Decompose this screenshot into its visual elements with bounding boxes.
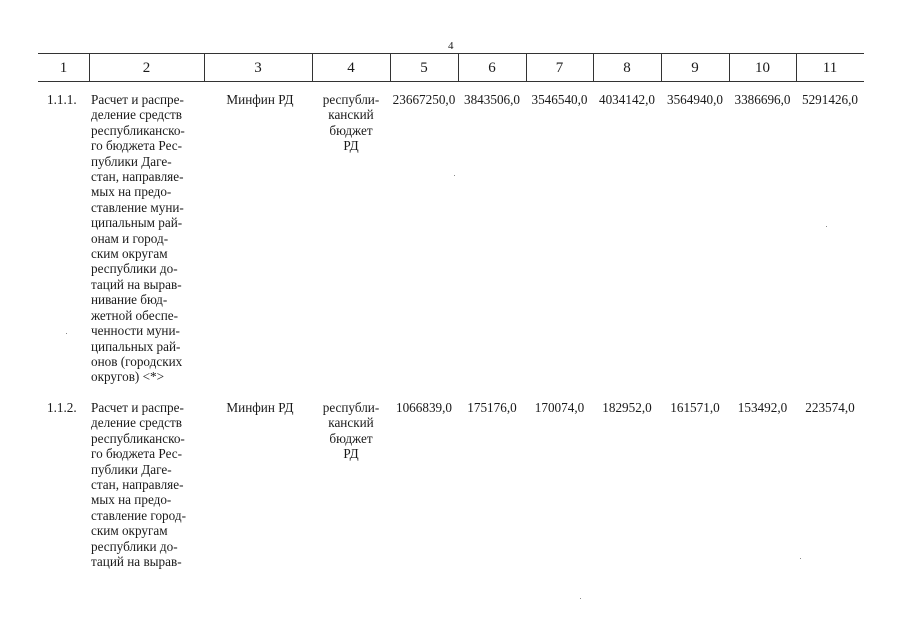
row-number: 1.1.1. <box>47 92 77 107</box>
header-top-rule <box>38 53 864 54</box>
row-value: 3546540,0 <box>531 92 588 107</box>
scan-speck <box>66 333 67 334</box>
row-value: 4034142,0 <box>598 92 656 107</box>
row-funding-source: республи- канский бюджет РД <box>322 92 380 154</box>
header-col-7: 7 <box>555 60 564 76</box>
header-col-1: 1 <box>59 60 68 76</box>
page-number: 4 <box>448 40 454 52</box>
row-value-total: 23667250,0 <box>392 92 456 107</box>
row-value: 153492,0 <box>737 400 788 415</box>
header-bottom-rule <box>38 81 864 82</box>
row-value: 3564940,0 <box>666 92 724 107</box>
row-value: 5291426,0 <box>801 92 859 107</box>
scan-speck <box>826 226 827 227</box>
row-value-total: 1066839,0 <box>395 400 453 415</box>
row-description: Расчет и распре- деление средств республиканско- го бюджета Рес- публики Даге- стан, направляе- мых на предо- ставление муни- ципальным рай- онам и город- ским округам республики до- таций на вырав- нивание бюд- жетной обеспе- ченности муни- ципальных рай- онов (городских округов) <*> <box>91 92 185 385</box>
scan-speck <box>454 175 455 176</box>
header-col-10: 10 <box>755 60 770 76</box>
row-executor: Минфин РД <box>226 92 294 107</box>
row-value: 223574,0 <box>805 400 855 415</box>
row-number: 1.1.2. <box>47 400 77 415</box>
row-executor: Минфин РД <box>226 400 294 415</box>
header-col-3: 3 <box>254 60 262 76</box>
row-description: Расчет и распре- деление средств республиканско- го бюджета Рес- публики Даге- стан, направляе- мых на предо- ставление город- ским округам республики до- таций на вырав- <box>91 400 186 570</box>
header-col-4: 4 <box>347 60 355 76</box>
header-col-11: 11 <box>822 60 838 76</box>
row-value: 182952,0 <box>602 400 652 415</box>
row-value: 3386696,0 <box>734 92 791 107</box>
header-col-8: 8 <box>623 60 631 76</box>
row-value: 170074,0 <box>534 400 585 415</box>
header-col-5: 5 <box>420 60 428 76</box>
row-value: 175176,0 <box>467 400 517 415</box>
header-col-6: 6 <box>488 60 496 76</box>
scan-speck <box>800 558 801 559</box>
header-col-2: 2 <box>142 60 151 76</box>
row-value: 3843506,0 <box>463 92 521 107</box>
scan-speck <box>580 598 581 599</box>
header-col-9: 9 <box>691 60 699 76</box>
row-funding-source: республи- канский бюджет РД <box>322 400 380 462</box>
row-value: 161571,0 <box>670 400 720 415</box>
